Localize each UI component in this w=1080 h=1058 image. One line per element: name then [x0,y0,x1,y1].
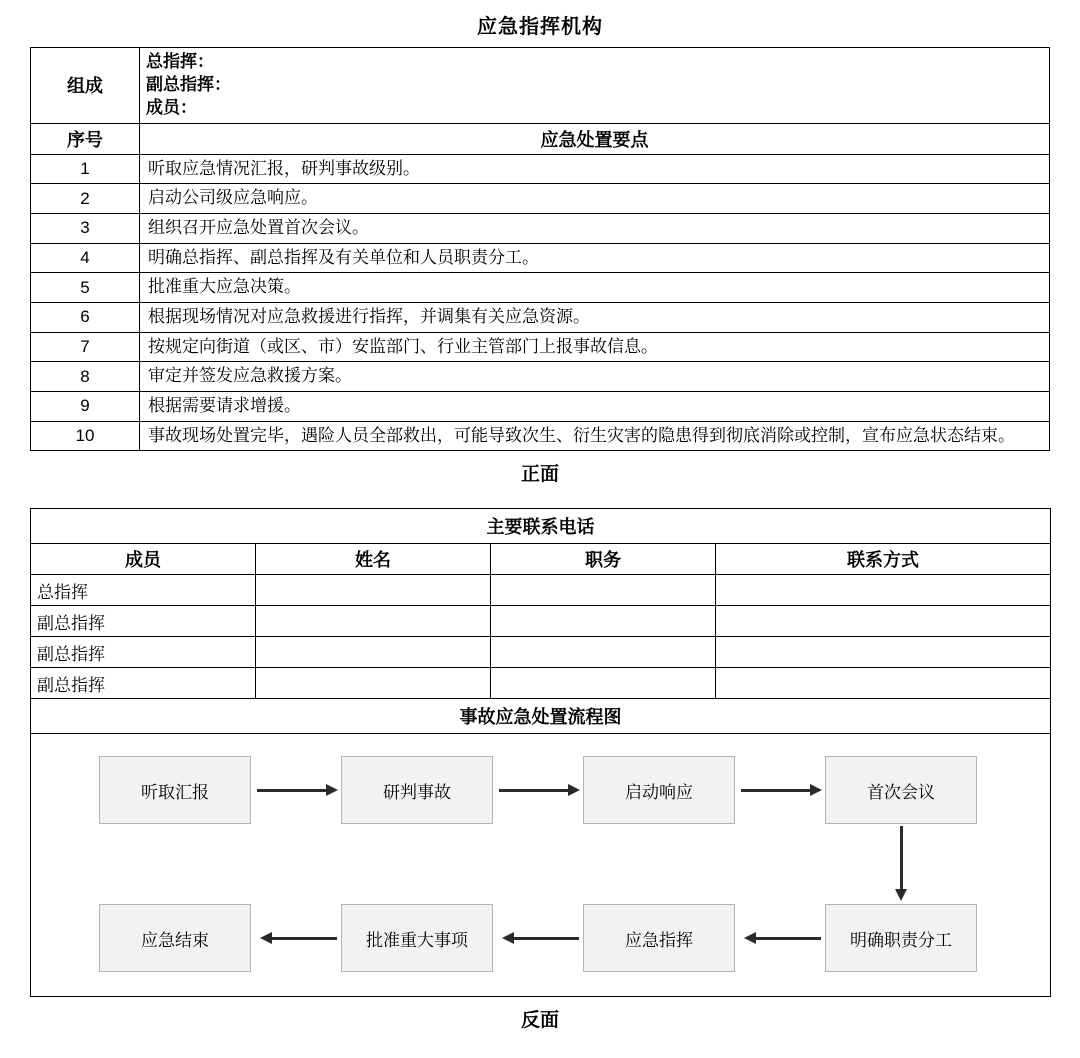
cell-contact [716,637,1051,668]
row-number: 7 [31,332,140,362]
arrow-response-to-meeting [741,789,811,792]
cell-contact [716,606,1051,637]
flow-node-approve-major: 批准重大事项 [341,904,493,972]
flow-node-receive-report: 听取汇报 [99,756,251,824]
page-title: 应急指挥机构 [477,16,603,38]
cell-member: 副总指挥 [31,668,256,699]
front-side-label: 正面 [520,464,559,486]
row-number: 5 [31,273,140,303]
flow-chart [31,734,1050,996]
column-header-member: 成员 [31,544,256,575]
flow-node-start-response: 启动响应 [583,756,735,824]
flow-node-emergency-command: 应急指挥 [583,904,735,972]
row-text: 明确总指挥、副总指挥及有关单位和人员职责分工。 [140,243,1050,273]
table-row [31,637,1051,668]
cell-member: 副总指挥 [31,637,256,668]
table-row [31,243,1050,273]
compose-line-members: 成员： [146,97,197,117]
table-row [31,575,1051,606]
cell-contact [716,668,1051,699]
table-row-compose [31,48,1050,124]
column-header-contact: 联系方式 [716,544,1051,575]
section-emergency-command [0,10,1080,486]
flow-node-assess-accident: 研判事故 [341,756,493,824]
compose-line-deputy: 副总指挥： [146,74,231,94]
table-row [31,273,1050,303]
row-number: 1 [31,154,140,184]
table-row [31,421,1050,451]
row-text: 听取应急情况汇报，研判事故级别。 [140,154,1050,184]
flow-banner: 事故应急处置流程图 [31,699,1051,734]
arrow-command-to-approve [513,937,579,940]
contacts-banner: 主要联系电话 [31,509,1051,544]
cell-member: 总指挥 [31,575,256,606]
row-number: 6 [31,303,140,333]
contacts-table [30,508,1051,997]
column-header-points: 应急处置要点 [140,123,1050,154]
arrow-meeting-to-duties [900,826,903,890]
cell-member: 副总指挥 [31,606,256,637]
row-text: 按规定向街道（或区、市）安监部门、行业主管部门上报事故信息。 [140,332,1050,362]
row-text: 批准重大应急决策。 [140,273,1050,303]
row-text: 组织召开应急处置首次会议。 [140,214,1050,244]
table-row [31,668,1051,699]
cell-position [491,637,716,668]
flow-node-first-meeting: 首次会议 [825,756,977,824]
compose-line-chief: 总指挥： [146,52,214,71]
column-header-name: 姓名 [256,544,491,575]
table-row [31,332,1050,362]
row-text: 根据需要请求增援。 [140,391,1050,421]
table-row [31,606,1051,637]
table-row [31,184,1050,214]
table-header-row [31,123,1050,154]
flow-banner-row [31,699,1051,734]
document-page [0,10,1080,1058]
table-row [31,303,1050,333]
contacts-header-row [31,544,1051,575]
table-row [31,391,1050,421]
row-text: 启动公司级应急响应。 [140,184,1050,214]
row-number: 10 [31,421,140,451]
cell-name [256,668,491,699]
arrow-assess-to-response [499,789,569,792]
row-text: 审定并签发应急救援方案。 [140,362,1050,392]
cell-name [256,637,491,668]
cell-name [256,606,491,637]
row-text: 根据现场情况对应急救援进行指挥，并调集有关应急资源。 [140,303,1050,333]
row-number: 2 [31,184,140,214]
row-number: 8 [31,362,140,392]
flow-node-clarify-duties: 明确职责分工 [825,904,977,972]
table-row [31,154,1050,184]
column-header-position: 职务 [491,544,716,575]
flow-chart-row [31,734,1051,997]
cell-position [491,606,716,637]
arrow-approve-to-end [271,937,337,940]
row-number: 9 [31,391,140,421]
row-text: 事故现场处置完毕，遇险人员全部救出，可能导致次生、衍生灾害的隐患得到彻底消除或控制，宣布应急状态结束。 [140,421,1050,451]
table-row [31,214,1050,244]
emergency-command-table [30,47,1050,451]
compose-cell [140,48,1050,124]
section-contacts-and-flow [0,508,1080,1032]
compose-label: 组成 [31,48,140,124]
cell-position [491,575,716,606]
row-number: 3 [31,214,140,244]
arrow-report-to-assess [257,789,327,792]
cell-contact [716,575,1051,606]
column-header-seq: 序号 [31,123,140,154]
row-number: 4 [31,243,140,273]
arrow-duties-to-command [755,937,821,940]
contacts-banner-row [31,509,1051,544]
back-side-label: 反面 [520,1010,559,1032]
table-row [31,362,1050,392]
cell-name [256,575,491,606]
cell-position [491,668,716,699]
flow-node-end-emergency: 应急结束 [99,904,251,972]
